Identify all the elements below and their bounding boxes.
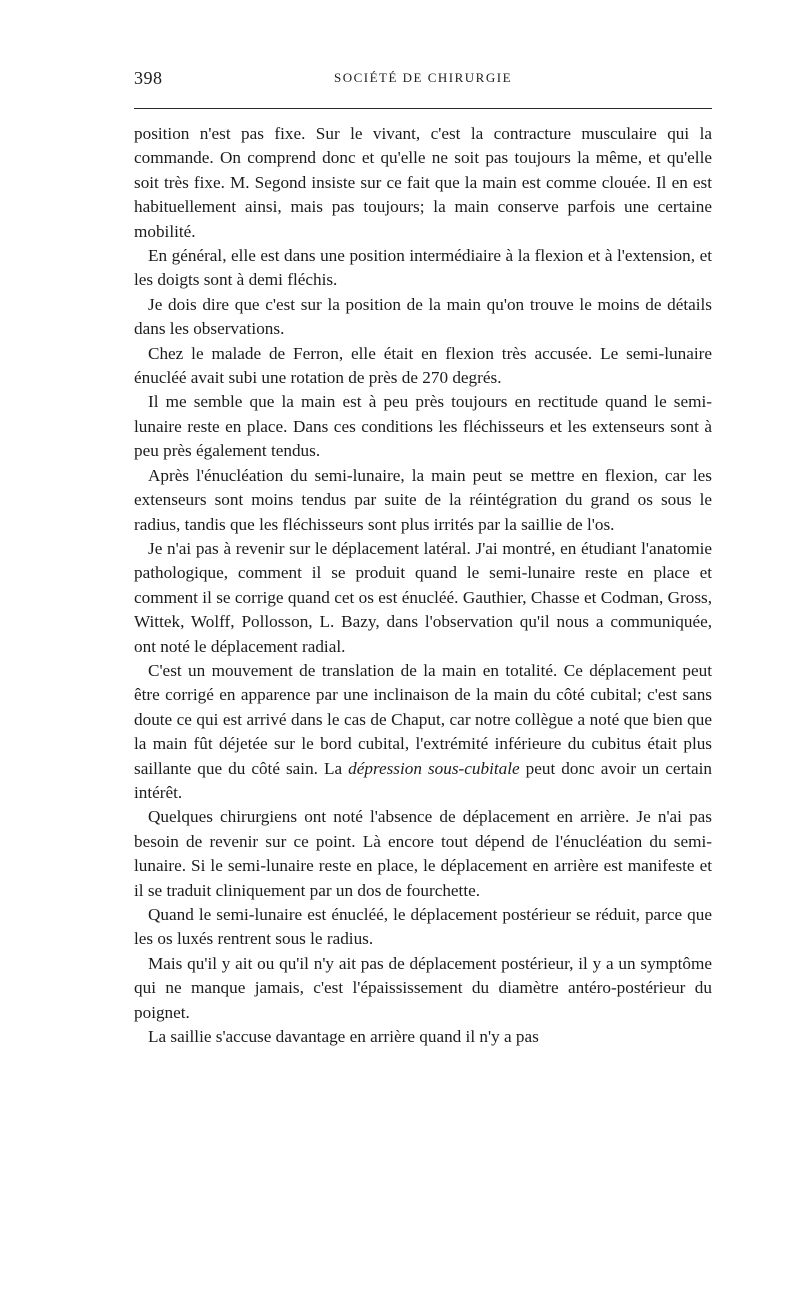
paragraph-text: C'est un mouvement de translation de la main en totalité. Ce déplacement peut être corrigé en apparence par une inclinaison de la main du côté cubital; c'est sans doute ce qui est arrivé dans le cas de Chaput, car notre collègue a noté que bien que la main fût déjetée sur le bord cubital, l'extrémité inférieure du cubitus était plus saillante que du côté sain. La bbox=[134, 660, 712, 778]
paragraph-text: peut donc avoir un certain intérêt. bbox=[134, 758, 712, 802]
paragraph: Je dois dire que c'est sur la position de la main qu'on trouve le moins de détails dans les observations. bbox=[134, 294, 712, 339]
paragraph: En général, elle est dans une position intermédiaire à la flexion et à l'extension, et les doigts sont à demi fléchis. bbox=[134, 246, 712, 290]
paragraph: position n'est pas fixe. Sur le vivant, c'est la contracture musculaire qui la commande. On comprend donc et qu'elle ne soit pas toujours la même, et qu'elle soit très fixe. M. Segond insiste sur ce fait que la main est comme clouée. Il en est habituellement ainsi, mais pas toujours; la main conserve parfois une certaine mobilité. bbox=[134, 124, 712, 241]
paragraph: Quand le semi-lunaire est énucléé, le déplacement postérieur se réduit, parce que les os luxés rentrent sous le radius. bbox=[134, 905, 712, 949]
book-page bbox=[134, 64, 712, 1047]
italic-term: dépression sous-cubitale bbox=[348, 758, 520, 778]
body-text bbox=[134, 122, 712, 1049]
paragraph: Chez le malade de Ferron, elle était en flexion très accusée. Le semi-lunaire énucléé avait subi une rotation de près de 270 degrés. bbox=[134, 343, 712, 388]
page-number: 398 bbox=[134, 68, 163, 88]
page-header bbox=[134, 64, 712, 94]
paragraph: Je n'ai pas à revenir sur le déplacement latéral. J'ai montré, en étudiant l'anatomie pathologique, comment il se produit quand le semi-lunaire reste en place et comment il se corrige quand cet os est énucléé. Gauthier, Chasse et Codman, Gross, Wittek, Wolff, Pollosson, L. Bazy, dans l'observation qu'il nous a communiquée, ont noté le déplacement radial. bbox=[134, 538, 712, 656]
paragraph: La saillie s'accuse davantage en arrière quand il n'y a pas bbox=[148, 1027, 539, 1047]
paragraph: Mais qu'il y ait ou qu'il n'y ait pas de déplacement postérieur, il y a un symptôme qui ne manque jamais, c'est l'épaississement du diamètre antéro-postérieur du poignet. bbox=[134, 953, 712, 1022]
paragraph bbox=[134, 659, 712, 805]
running-head: SOCIÉTÉ DE CHIRURGIE bbox=[333, 70, 513, 85]
paragraph: Après l'énucléation du semi-lunaire, la main peut se mettre en flexion, car les extenseurs sont moins tendus par suite de la réintégration du grand os sous le radius, tandis que les fléchisseurs sont plus irrités par la saillie de l'os. bbox=[134, 465, 712, 534]
header-rule bbox=[134, 108, 712, 109]
paragraph: Il me semble que la main est à peu près toujours en rectitude quand le semi-lunaire reste en place. Dans ces conditions les fléchisseurs et les extenseurs sont à peu près également tendus. bbox=[134, 392, 712, 461]
paragraph: Quelques chirurgiens ont noté l'absence de déplacement en arrière. Je n'ai pas besoin de revenir sur ce point. Là encore tout dépend de l'énucléation du semi-lunaire. Si le semi-lunaire reste en place, le déplacement en arrière est manifeste et il se traduit cliniquement par un dos de fourchette. bbox=[134, 807, 712, 900]
